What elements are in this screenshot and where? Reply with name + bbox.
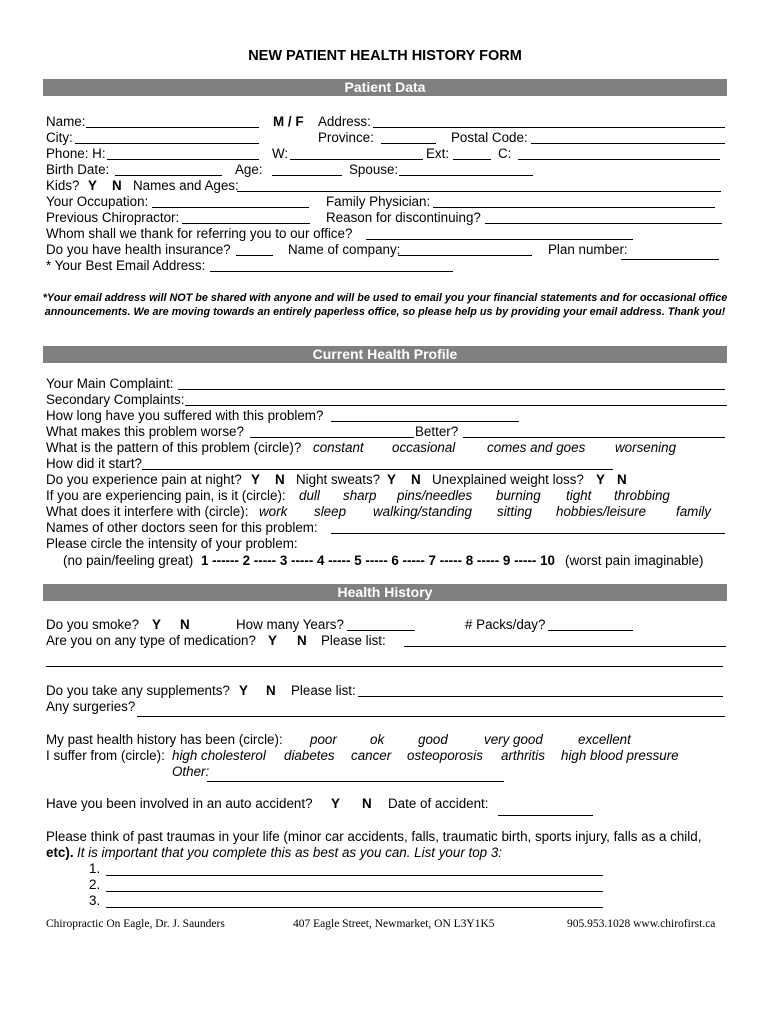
medication-list-label: Please list:: [321, 633, 386, 648]
traumas-etc: etc).: [46, 845, 74, 860]
company-field[interactable]: [398, 255, 532, 256]
trauma-item-3-field[interactable]: [106, 907, 603, 908]
pattern-label: What is the pattern of this problem (circle)?: [46, 440, 302, 455]
names-ages-label: Names and Ages:: [133, 178, 239, 193]
interfere-label: What does it interfere with (circle):: [46, 504, 249, 519]
occupation-field[interactable]: [152, 207, 309, 208]
phone-home-label: Phone: H:: [46, 146, 106, 161]
footer-contact: 905.953.1028 www.chirofirst.ca: [567, 918, 716, 930]
packs-per-day-field[interactable]: [548, 630, 633, 631]
supplements-list-label: Please list:: [291, 683, 356, 698]
night-sweats-label: Night sweats?: [296, 472, 381, 487]
worse-field[interactable]: [250, 437, 414, 438]
spouse-field[interactable]: [399, 175, 533, 176]
birth-date-field[interactable]: [115, 175, 222, 176]
section-header-health-history: Health History: [43, 584, 727, 601]
main-complaint-label: Your Main Complaint:: [46, 376, 174, 391]
family-physician-field[interactable]: [433, 207, 715, 208]
pattern-option-comes-and-goes[interactable]: comes and goes: [487, 440, 586, 455]
weight-loss-label: Unexplained weight loss?: [432, 472, 584, 487]
weight-loss-yes-option[interactable]: Y: [596, 472, 605, 487]
pain-option-dull[interactable]: dull: [299, 488, 320, 503]
medication-list-field[interactable]: [404, 646, 726, 647]
medication-no-option[interactable]: N: [297, 633, 307, 648]
pain-type-label: If you are experiencing pain, is it (circle):: [46, 488, 286, 503]
kids-label: Kids?: [46, 178, 80, 193]
insurance-label: Do you have health insurance?: [46, 242, 231, 257]
address-field[interactable]: [373, 127, 725, 128]
suffer-option-cancer[interactable]: cancer: [351, 748, 392, 763]
pattern-option-occasional[interactable]: occasional: [392, 440, 456, 455]
name-label: Name:: [46, 114, 86, 129]
smoke-years-field[interactable]: [347, 630, 415, 631]
trauma-item-2-field[interactable]: [106, 891, 603, 892]
better-field[interactable]: [463, 437, 725, 438]
pain-option-throbbing[interactable]: throbbing: [614, 488, 670, 503]
smoke-yes-option[interactable]: Y: [152, 617, 161, 632]
pain-night-no-option[interactable]: N: [275, 472, 285, 487]
reason-discontinuing-label: Reason for discontinuing?: [326, 210, 481, 225]
smoke-years-label: How many Years?: [236, 617, 344, 632]
smoke-label: Do you smoke?: [46, 617, 140, 632]
auto-accident-label: Have you been involved in an auto accident?: [46, 796, 313, 811]
how-long-label: How long have you suffered with this problem?: [46, 408, 324, 423]
past-option-ok[interactable]: ok: [370, 732, 385, 747]
pain-option-sharp[interactable]: sharp: [343, 488, 377, 503]
interfere-option-sitting[interactable]: sitting: [497, 504, 532, 519]
province-field[interactable]: [381, 143, 436, 144]
interfere-option-sleep[interactable]: sleep: [314, 504, 347, 519]
interfere-option-walking-standing[interactable]: walking/standing: [373, 504, 473, 519]
intensity-label: Please circle the intensity of your problem:: [46, 536, 298, 551]
referral-label: Whom shall we thank for referring you to our office?: [46, 226, 353, 241]
phone-cell-label: C:: [498, 146, 512, 161]
other-doctors-label: Names of other doctors seen for this problem:: [46, 520, 318, 535]
phone-work-field[interactable]: [290, 159, 423, 160]
worse-label: What makes this problem worse?: [46, 424, 244, 439]
email-privacy-note: *Your email address will NOT be shared with anyone and will be used to email you your financial statements and for occasional office announcements. We are moving towards an entirely paperless office, so please help us by providing your email address. Thank you!: [42, 292, 728, 318]
phone-home-field[interactable]: [107, 159, 259, 160]
surgeries-label: Any surgeries?: [46, 699, 136, 714]
kids-no-option[interactable]: N: [112, 178, 122, 193]
ext-label: Ext:: [426, 146, 450, 161]
sex-options[interactable]: M / F: [273, 114, 304, 129]
age-label: Age:: [235, 162, 263, 177]
smoke-no-option[interactable]: N: [180, 617, 190, 632]
suffer-other-label: Other:: [172, 764, 210, 779]
weight-loss-no-option[interactable]: N: [617, 472, 627, 487]
suffer-other-field[interactable]: [207, 781, 504, 782]
address-label: Address:: [318, 114, 371, 129]
past-history-label: My past health history has been (circle):: [46, 732, 283, 747]
insurance-field[interactable]: [236, 255, 273, 256]
trauma-item-2-label: 2.: [89, 877, 101, 892]
supplements-label: Do you take any supplements?: [46, 683, 230, 698]
city-field[interactable]: [75, 143, 259, 144]
pain-night-yes-option[interactable]: Y: [251, 472, 260, 487]
postal-code-label: Postal Code:: [451, 130, 528, 145]
past-option-excellent[interactable]: excellent: [578, 732, 631, 747]
kids-yes-option[interactable]: Y: [88, 178, 97, 193]
suffer-option-high-blood-pressure[interactable]: high blood pressure: [561, 748, 679, 763]
ext-field[interactable]: [453, 159, 491, 160]
past-option-very-good[interactable]: very good: [484, 732, 543, 747]
spouse-label: Spouse:: [349, 162, 399, 177]
auto-accident-no-option[interactable]: N: [362, 796, 372, 811]
night-sweats-no-option[interactable]: N: [411, 472, 421, 487]
traumas-instructions: Please think of past traumas in your life (minor car accidents, falls, traumatic birth, sports injury, falls as a child,: [46, 829, 702, 844]
previous-chiropractor-field[interactable]: [182, 223, 310, 224]
medication-label: Are you on any type of medication?: [46, 633, 256, 648]
suffer-label: I suffer from (circle):: [46, 748, 165, 763]
suffer-option-high-cholesterol[interactable]: high cholesterol: [172, 748, 266, 763]
phone-work-label: W:: [272, 146, 289, 161]
section-header-patient-data: Patient Data: [43, 79, 727, 96]
better-label: Better?: [415, 424, 459, 439]
reason-discontinuing-field[interactable]: [485, 223, 722, 224]
pain-night-label: Do you experience pain at night?: [46, 472, 242, 487]
phone-cell-field[interactable]: [518, 159, 720, 160]
surgeries-field[interactable]: [137, 716, 725, 717]
suffer-option-arthritis[interactable]: arthritis: [501, 748, 545, 763]
past-option-good[interactable]: good: [418, 732, 448, 747]
email-label: * Your Best Email Address:: [46, 258, 206, 273]
supplements-list-field[interactable]: [358, 696, 723, 697]
trauma-item-1-label: 1.: [89, 861, 101, 876]
birth-date-label: Birth Date:: [46, 162, 110, 177]
traumas-emphasis: It is important that you complete this as best as you can. List your top 3:: [77, 845, 502, 860]
other-doctors-field[interactable]: [331, 533, 725, 534]
supplements-no-option[interactable]: N: [266, 683, 276, 698]
supplements-yes-option[interactable]: Y: [239, 683, 248, 698]
night-sweats-yes-option[interactable]: Y: [387, 472, 396, 487]
form-title: NEW PATIENT HEALTH HISTORY FORM: [248, 48, 522, 64]
trauma-item-1-field[interactable]: [106, 875, 603, 876]
pattern-option-constant[interactable]: constant: [313, 440, 364, 455]
plan-number-label: Plan number:: [548, 242, 628, 257]
how-start-field[interactable]: [142, 469, 613, 470]
secondary-complaints-field[interactable]: [185, 405, 727, 406]
interfere-option-work[interactable]: work: [259, 504, 288, 519]
intensity-scale-right-label: (worst pain imaginable): [565, 553, 704, 568]
company-label: Name of company:: [288, 242, 401, 257]
occupation-label: Your Occupation:: [46, 194, 149, 209]
postal-code-field[interactable]: [531, 143, 725, 144]
suffer-option-osteoporosis[interactable]: osteoporosis: [407, 748, 483, 763]
trauma-item-3-label: 3.: [89, 893, 101, 908]
previous-chiropractor-label: Previous Chiropractor:: [46, 210, 180, 225]
how-long-field[interactable]: [331, 421, 519, 422]
how-start-label: How did it start?: [46, 456, 143, 471]
intensity-scale-left-label: (no pain/feeling great): [63, 553, 194, 568]
intensity-scale[interactable]: 1 ------ 2 ----- 3 ----- 4 ----- 5 ----- 6 ----- 7 ----- 8 ----- 9 ----- 10: [201, 553, 556, 568]
plan-number-field[interactable]: [621, 259, 719, 260]
pattern-option-worsening[interactable]: worsening: [615, 440, 677, 455]
name-field[interactable]: [86, 127, 259, 128]
medication-yes-option[interactable]: Y: [268, 633, 277, 648]
names-ages-field[interactable]: [237, 191, 721, 192]
email-field[interactable]: [210, 271, 453, 272]
interfere-option-family[interactable]: family: [676, 504, 711, 519]
suffer-option-diabetes[interactable]: diabetes: [284, 748, 335, 763]
age-field[interactable]: [272, 175, 342, 176]
pain-option-tight[interactable]: tight: [566, 488, 592, 503]
secondary-complaints-label: Secondary Complaints:: [46, 392, 185, 407]
pain-option-burning[interactable]: burning: [496, 488, 541, 503]
interfere-option-hobbies-leisure[interactable]: hobbies/leisure: [556, 504, 647, 519]
past-option-poor[interactable]: poor: [310, 732, 337, 747]
packs-per-day-label: # Packs/day?: [465, 617, 546, 632]
medication-list-field-2[interactable]: [46, 666, 723, 667]
accident-date-field[interactable]: [498, 815, 593, 816]
accident-date-label: Date of accident:: [388, 796, 489, 811]
province-label: Province:: [318, 130, 374, 145]
main-complaint-field[interactable]: [178, 389, 725, 390]
auto-accident-yes-option[interactable]: Y: [331, 796, 340, 811]
referral-field[interactable]: [366, 239, 633, 240]
footer-clinic: Chiropractic On Eagle, Dr. J. Saunders: [46, 918, 225, 930]
family-physician-label: Family Physician:: [326, 194, 431, 209]
section-header-current-health: Current Health Profile: [43, 346, 727, 363]
footer-address: 407 Eagle Street, Newmarket, ON L3Y1K5: [293, 918, 495, 930]
city-label: City:: [46, 130, 73, 145]
pain-option-pins-needles[interactable]: pins/needles: [397, 488, 473, 503]
